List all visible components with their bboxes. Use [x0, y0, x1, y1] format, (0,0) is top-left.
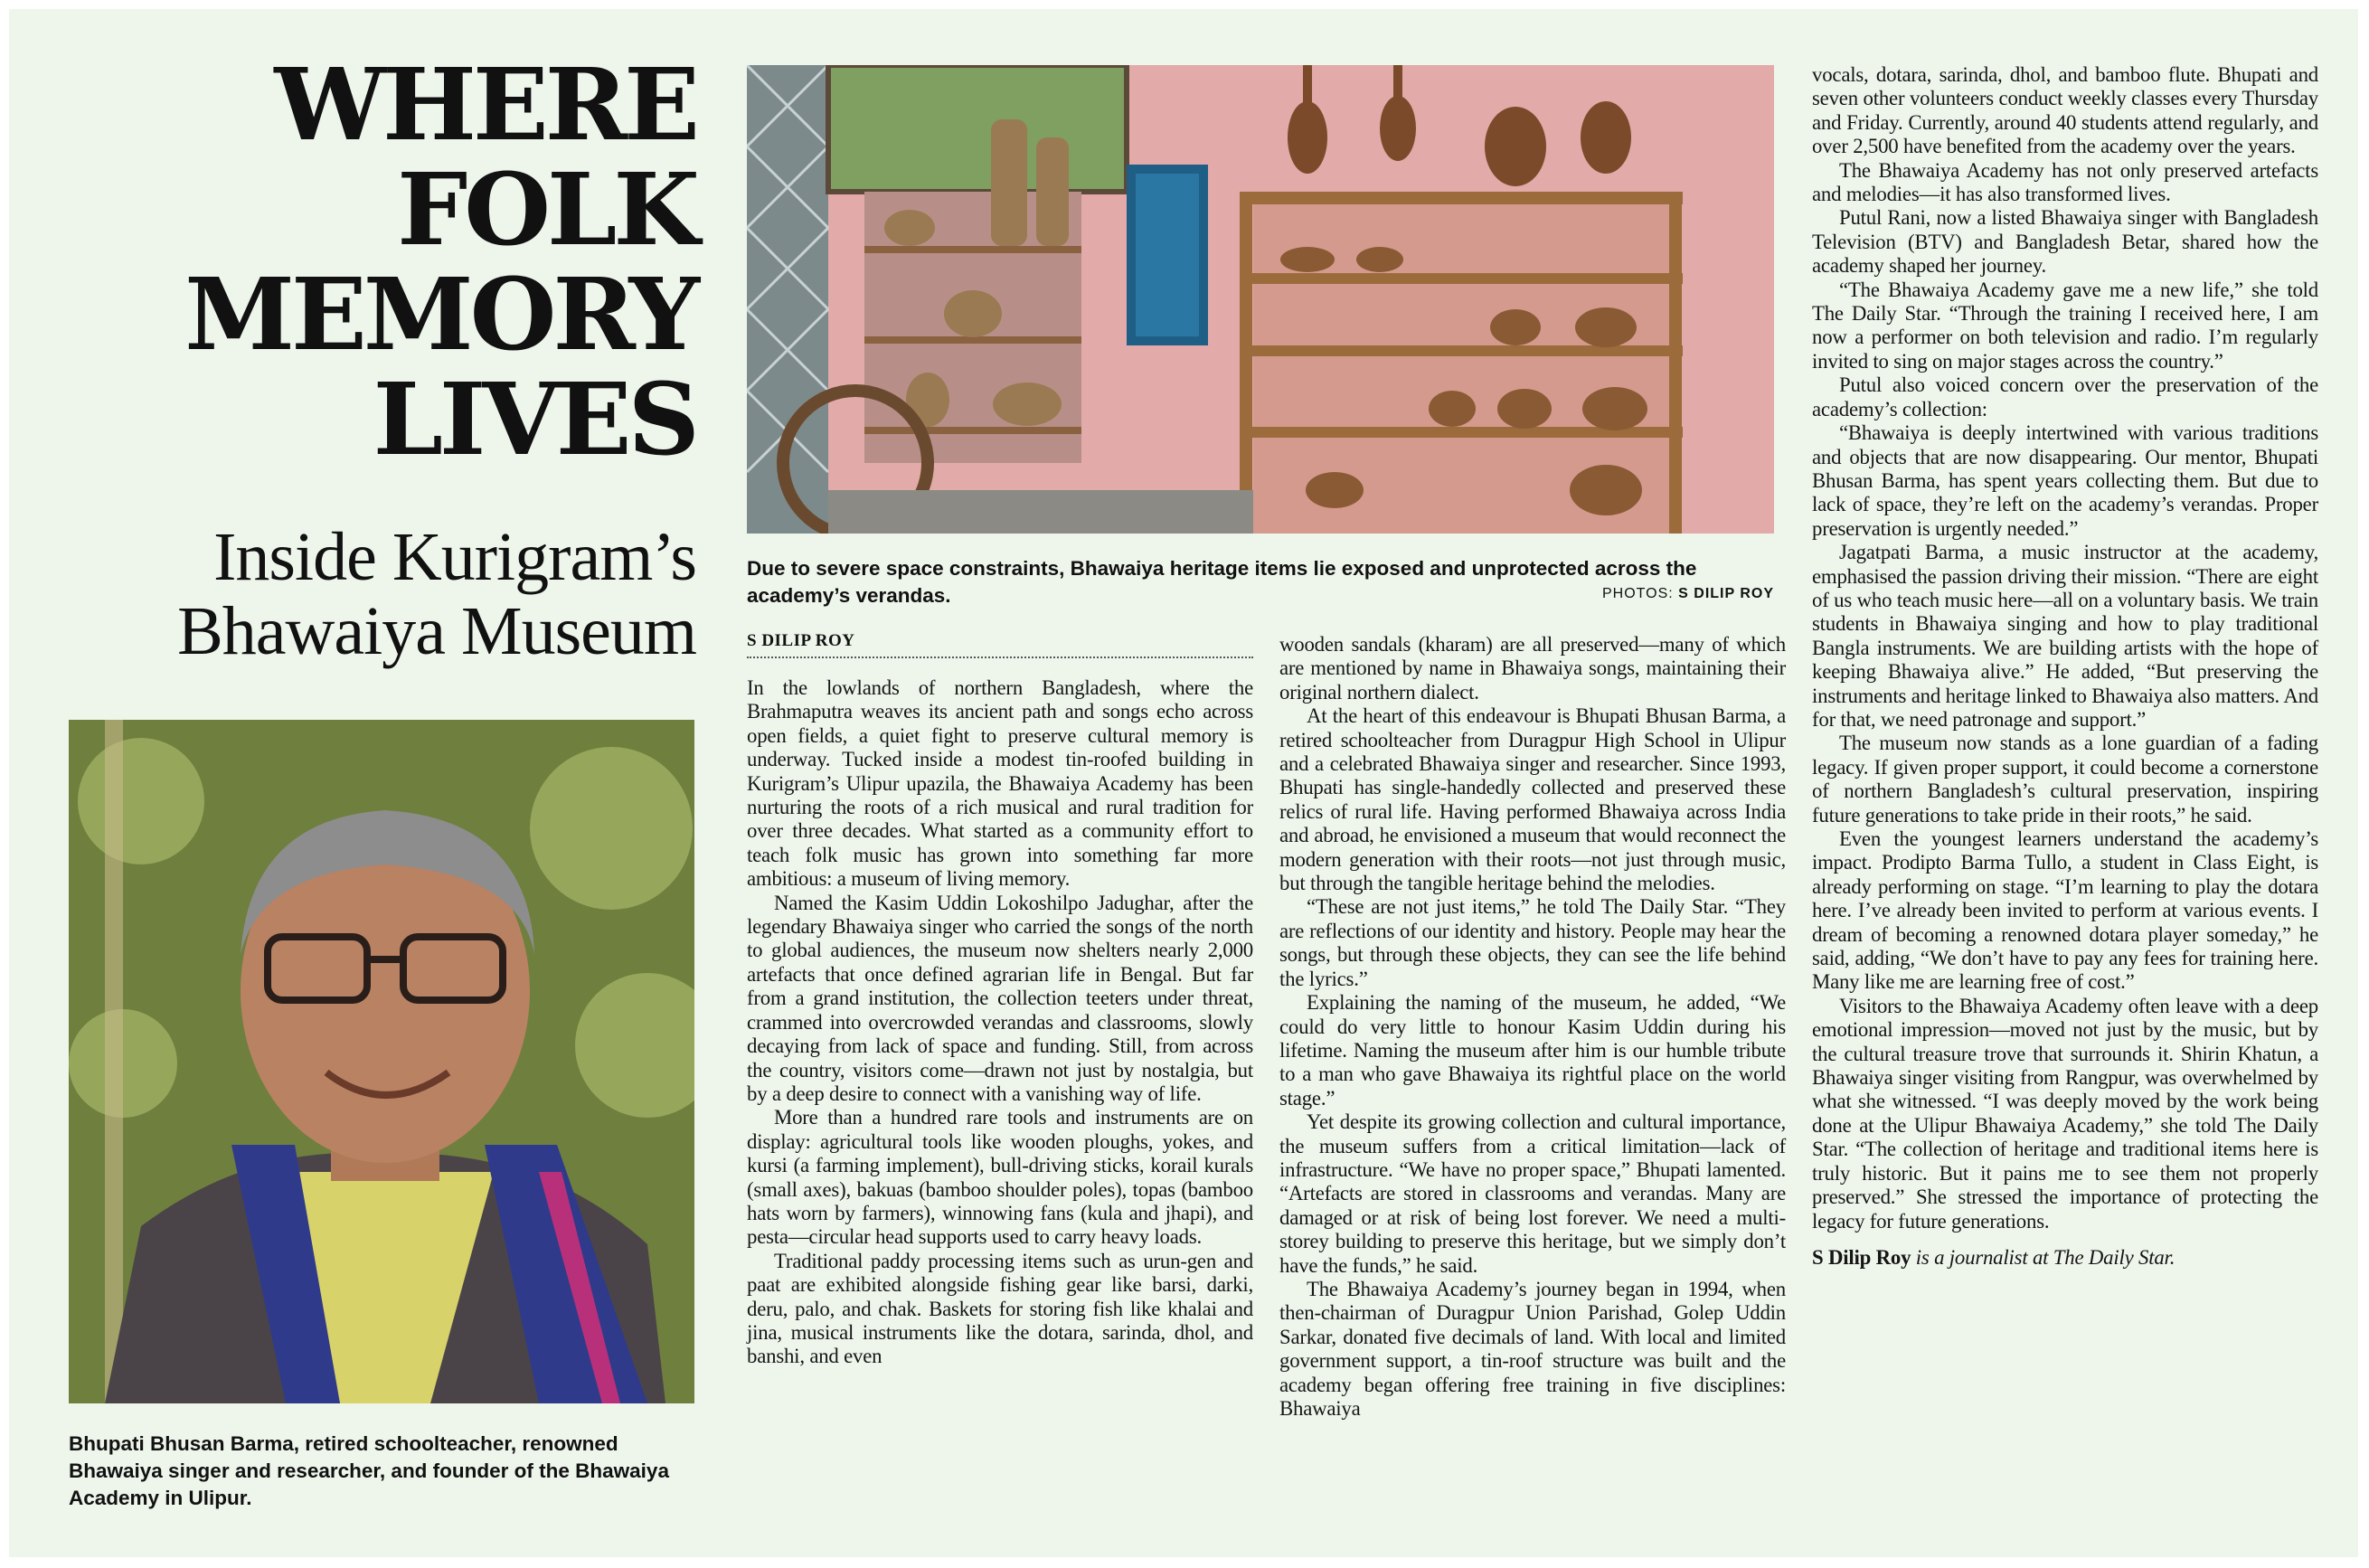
headline-line: FOLK	[397, 151, 696, 268]
paragraph: Even the youngest learners understand the academy’s impact. Prodipto Barma Tullo, a student in Class Eight, is already performing on stage. “I’m learning to play the dotara here. I’ve already been invited to perform at various events. I dream of becoming a renowned dotara player someday,” he said, adding, “We don’t have to pay any fees for training here. Many like me are learning free of cost.”	[1812, 827, 2318, 994]
paragraph: In the lowlands of northern Bangladesh, where the Brahmaputra weaves its ancient path and songs echo across open fields, a quiet fight to preserve cultural memory is underway. Tucked inside a modest tin-roofed building in Kurigram’s Ulipur upazila, the Bhawaiya Academy has been nurturing the roots of a rich musical and rural tradition for over three decades. What started as a community effort to teach folk music has grown into something far more ambitious: a museum of living memory.	[747, 676, 1253, 891]
paragraph: At the heart of this endeavour is Bhupati Bhusan Barma, a retired schoolteacher from Duragpur High School in Ulipur and a celebrated Bhawaiya singer and researcher. Since 1993, Bhupati has single-handedly collected and preserved these relics of rural life. Having performed Bhawaiya across India and abroad, he envisioned a museum that would reconnect the modern generation with their roots—not just through music, but through the tangible heritage behind the melodies.	[1279, 704, 1786, 895]
paragraph: More than a hundred rare tools and instruments are on display: agricultural tools like wooden ploughs, yokes, and kursi (a farming implement), bull-driving sticks, korail kurals (small axes), bakuas (bamboo shoulder poles), topas (bamboo hats worn by farmers), winnowing fans (kula and jhapi), and pesta—circular head supports used to carry heavy loads.	[747, 1106, 1253, 1249]
article-column-2	[1279, 633, 1786, 1421]
paragraph: Traditional paddy processing items such as urun-gen and paat are exhibited alongside fishing gear like barsi, darki, deru, palo, and chak. Baskets for storing fish like khalai and jina, musical instruments like the dotara, sarinda, dhol, and banshi, and even	[747, 1249, 1253, 1368]
subheadline-line: Bhawaiya Museum	[177, 593, 696, 669]
author-name: S Dilip Roy	[1812, 1245, 1911, 1269]
paragraph: vocals, dotara, sarinda, dhol, and bamboo flute. Bhupati and seven other volunteers conduct weekly classes every Thursday and Friday. Currently, around 40 students attend regularly, and over 2,500 have benefited from the academy over the years.	[1812, 63, 2318, 158]
photo-caption: Due to severe space constraints, Bhawaiya heritage items lie exposed and unprotected across the academy’s verandas.	[747, 557, 1697, 607]
portrait-caption: Bhupati Bhusan Barma, retired schoolteacher, renowned Bhawaiya singer and researcher, and founder of the Bhawaiya Academy in Ulipur.	[69, 1432, 669, 1509]
byline: S DILIP ROY	[747, 631, 1253, 658]
article-column-1	[747, 676, 1253, 1369]
subheadline-line: Inside Kurigram’s	[213, 519, 696, 595]
paragraph: Visitors to the Bhawaiya Academy often leave with a deep emotional impression—moved not just by the music, but by the cultural treasure trove that surrounds it. Shirin Khatun, a Bhawaiya singer visiting from Rangpur, was overwhelmed by what she witnessed. “I was deeply moved by the work being done at the Ulipur Bhawaiya Academy,” she told The Daily Star. “The collection of heritage and traditional items here is truly historic. But it pains me to see them not properly preserved.” She stressed the importance of protecting the legacy for future generations.	[1812, 994, 2318, 1233]
paragraph: “Bhawaiya is deeply intertwined with various traditions and objects that are now disappearing. Our mentor, Bhupati Bhusan Barma, has spent years collecting them. But due to lack of space, they’re left on the academy’s verandas. Proper preservation is urgently needed.”	[1812, 421, 2318, 540]
paragraph: “The Bhawaiya Academy gave me a new life,” she told The Daily Star. “Through the training I received here, I am now a performer on both television and radio. I’m regularly invited to sing on major stages across the country.”	[1812, 278, 2318, 373]
article-column-3	[1812, 63, 2318, 1270]
museum-photo-illustration	[747, 65, 1774, 534]
photo-credit	[1602, 586, 1774, 602]
subheadline	[63, 520, 696, 668]
portrait-illustration	[69, 720, 694, 1403]
photo-credit-name: S DILIP ROY	[1678, 586, 1774, 601]
paragraph: Jagatpati Barma, a music instructor at the academy, emphasised the passion driving their mission. “There are eight of us who teach music here—all on a voluntary basis. We train students in Bhawaiya singing and how to play traditional Bangla instruments. We are building artists with the hope of keeping Bhawaiya alive.” He added, “But preserving the instruments and heritage linked to Bhawaiya also matters. And for that, we need patronage and support.”	[1812, 541, 2318, 731]
museum-veranda-photo	[747, 65, 1774, 534]
paragraph: Named the Kasim Uddin Lokoshilpo Jadughar, after the legendary Bhawaiya singer who carried the songs of the north to global audiences, the museum now shelters nearly 2,000 artefacts that once defined agrarian life in Bengal. But far from a grand institution, the collection teeters under threat, crammed into overcrowded verandas and classrooms, slowly decaying from lack of space and funding. Still, from across the country, visitors come—drawn not just by nostalgia, but by a deep desire to connect with a vanishing way of life.	[747, 891, 1253, 1105]
headline-line: LIVES	[373, 361, 696, 477]
paragraph: The Bhawaiya Academy’s journey began in 1994, when then-chairman of Duragpur Union Parishad, Golep Uddin Sarkar, donated five decimals of land. With local and limited government support, a tin-roof structure was built and the academy began offering free training in five disciplines: Bhawaiya	[1279, 1277, 1786, 1420]
headline	[72, 46, 696, 477]
paragraph: The museum now stands as a lone guardian of a fading legacy. If given proper support, it could become a cornerstone of northern Bangladesh’s cultural preservation, inspiring future generations to take pride in their roots,” he said.	[1812, 732, 2318, 827]
paragraph: Putul also voiced concern over the preservation of the academy’s collection:	[1812, 373, 2318, 420]
author-credit	[1812, 1246, 2318, 1270]
headline-line: WHERE	[274, 46, 696, 163]
portrait-photo	[69, 720, 694, 1403]
paragraph: Yet despite its growing collection and cultural importance, the museum suffers from a critical limitation—lack of infrastructure. “We have no proper space,” Bhupati lamented. “Artefacts are stored in classrooms and verandas. Many are damaged or at risk of being lost forever. We need a multi-storey building to preserve this heritage, but we simply don’t have the funds,” he said.	[1279, 1110, 1786, 1277]
headline-line: MEMORY	[184, 256, 696, 373]
photo-credit-label: PHOTOS:	[1601, 586, 1674, 601]
paragraph: Explaining the naming of the museum, he added, “We could do very little to honour Kasim Uddin during his lifetime. Naming the museum after him is our humble tribute to a man who gave Bhawaiya its rightful place on the world stage.”	[1279, 991, 1786, 1110]
paragraph: Putul Rani, now a listed Bhawaiya singer with Bangladesh Television (BTV) and Bangladesh Betar, shared how the academy shaped her journey.	[1812, 206, 2318, 278]
paragraph: “These are not just items,” he told The Daily Star. “They are reflections of our identity and history. People may hear the songs, but through these objects, they can see the life behind the lyrics.”	[1279, 895, 1786, 990]
newspaper-page	[9, 9, 2358, 1557]
paragraph: The Bhawaiya Academy has not only preserved artefacts and melodies—it has also transformed lives.	[1812, 158, 2318, 206]
author-role: is a journalist at The Daily Star.	[1915, 1245, 2176, 1269]
paragraph: wooden sandals (kharam) are all preserved—many of which are mentioned by name in Bhawaiya songs, maintaining their original northern dialect.	[1279, 633, 1786, 704]
